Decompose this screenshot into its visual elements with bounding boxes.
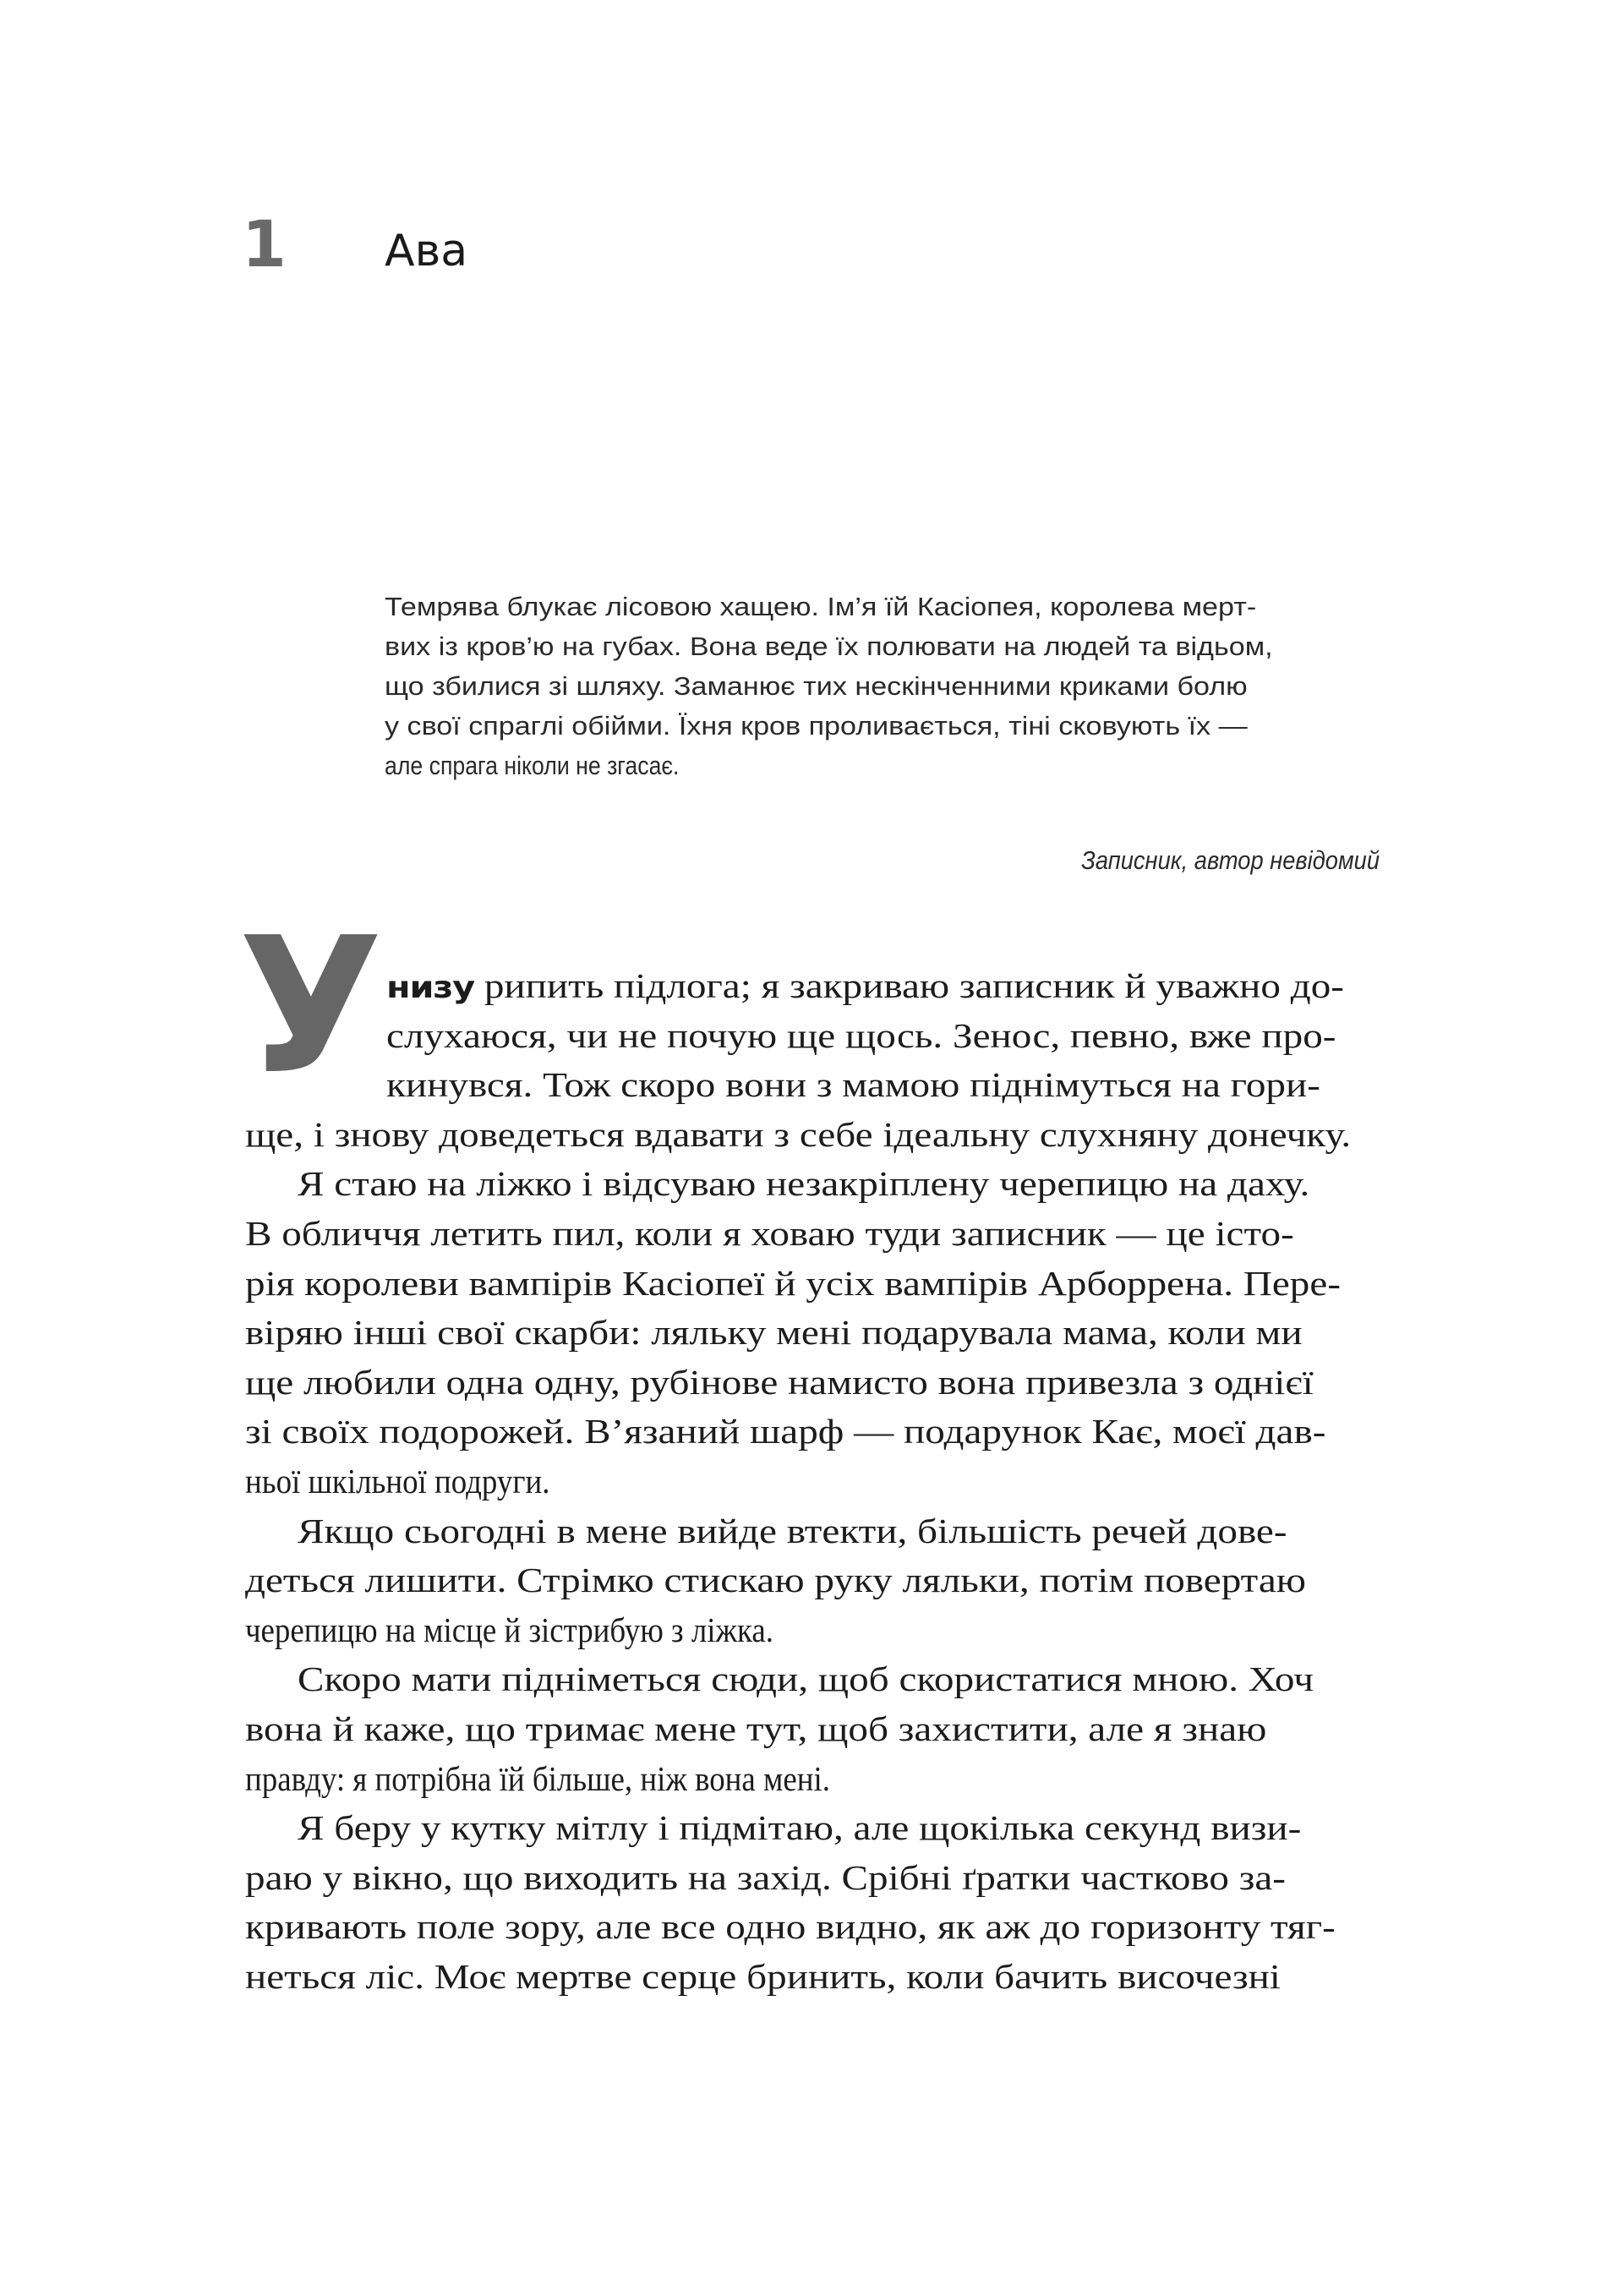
body-line: зі своїх подорожей. В’язаний шарф — подарунок Кає, моєї дав- — [245, 1412, 1326, 1451]
body-line: Якщо сьогодні в мене вийде втекти, більшість речей дове- — [298, 1511, 1287, 1550]
epigraph-line: Темрява блукає лісовою хащею. Ім’я їй Касіопея, королева мерт- — [385, 592, 1257, 621]
epigraph-line: у свої спраглі обійми. Їхня кров проливається, тіні сковують їх — — [385, 711, 1248, 741]
epigraph-line: що збилися зі шляху. Заманює тих нескінченними криками болю — [385, 671, 1248, 701]
body-line: Я стаю на ліжко і відсуваю незакріплену черепицю на даху. — [298, 1164, 1310, 1204]
paragraph — [245, 961, 1391, 1159]
epigraph-attribution: Записник, автор невідомий — [1081, 845, 1380, 875]
body-line: кривають поле зору, але все одно видно, як аж до горизонту тяг- — [245, 1907, 1336, 1947]
body-line: кинувся. Тож скоро вони з мамою піднімуться на гори- — [386, 1065, 1320, 1105]
body-line: черепицю на місце й зістрибую з ліжка. — [245, 1610, 773, 1649]
body-line: неться ліс. Моє мертве серце бринить, коли бачить височезні — [245, 1956, 1281, 1996]
lead-word: низу — [386, 970, 475, 1005]
paragraph — [245, 1506, 1391, 1655]
body-line: деться лишити. Стрімко стискаю руку ляльки, потім повертаю — [245, 1561, 1306, 1600]
body-line — [224, 961, 1542, 1011]
body-line: віряю інші свої скарби: ляльку мені подарувала мама, коли ми — [245, 1313, 1303, 1353]
epigraph — [385, 587, 1391, 785]
body-line-text: рипить підлога; я закриваю записник й уважно до- — [474, 966, 1345, 1005]
drop-cap: У — [238, 898, 384, 1116]
chapter-body — [245, 961, 1391, 2001]
paragraph — [245, 1654, 1391, 1803]
epigraph-line: вих із кров’ю на губах. Вона веде їх полювати на людей та відьом, — [385, 631, 1273, 661]
body-line: Я беру у кутку мітлу і підмітаю, але щокілька секунд визи- — [298, 1808, 1302, 1848]
body-line: рія королеви вампірів Касіопеї й усіх вампірів Арборрена. Пере- — [245, 1263, 1342, 1303]
body-line: ще любили одна одну, рубінове намисто вона привезла з однієї — [245, 1362, 1314, 1402]
body-line: вона й каже, що тримає мене тут, щоб захистити, але я знаю — [245, 1708, 1267, 1748]
chapter-title: Ава — [385, 226, 468, 276]
body-line: правду: я потрібна їй більше, ніж вона мені. — [245, 1758, 830, 1798]
body-line: ньої шкільної подруги. — [245, 1461, 550, 1501]
body-line: В обличчя летить пил, коли я ховаю туди записник — це істо- — [245, 1213, 1294, 1253]
body-line: раю у вікно, що виходить на захід. Срібні ґратки частково за- — [245, 1857, 1286, 1897]
body-line: Скоро мати підніметься сюди, щоб скористатися мною. Хоч — [298, 1659, 1314, 1699]
epigraph-line: але спрага ніколи не згасає. — [385, 751, 680, 780]
paragraph — [245, 1159, 1391, 1506]
body-line: слухаюся, чи не почую ще щось. Зенос, певно, вже про- — [386, 1015, 1336, 1055]
body-line: ще, і знову доведеться вдавати з себе ідеальну слухняну донечку. — [245, 1114, 1352, 1154]
paragraph — [245, 1803, 1391, 2001]
chapter-number: 1 — [242, 206, 287, 282]
